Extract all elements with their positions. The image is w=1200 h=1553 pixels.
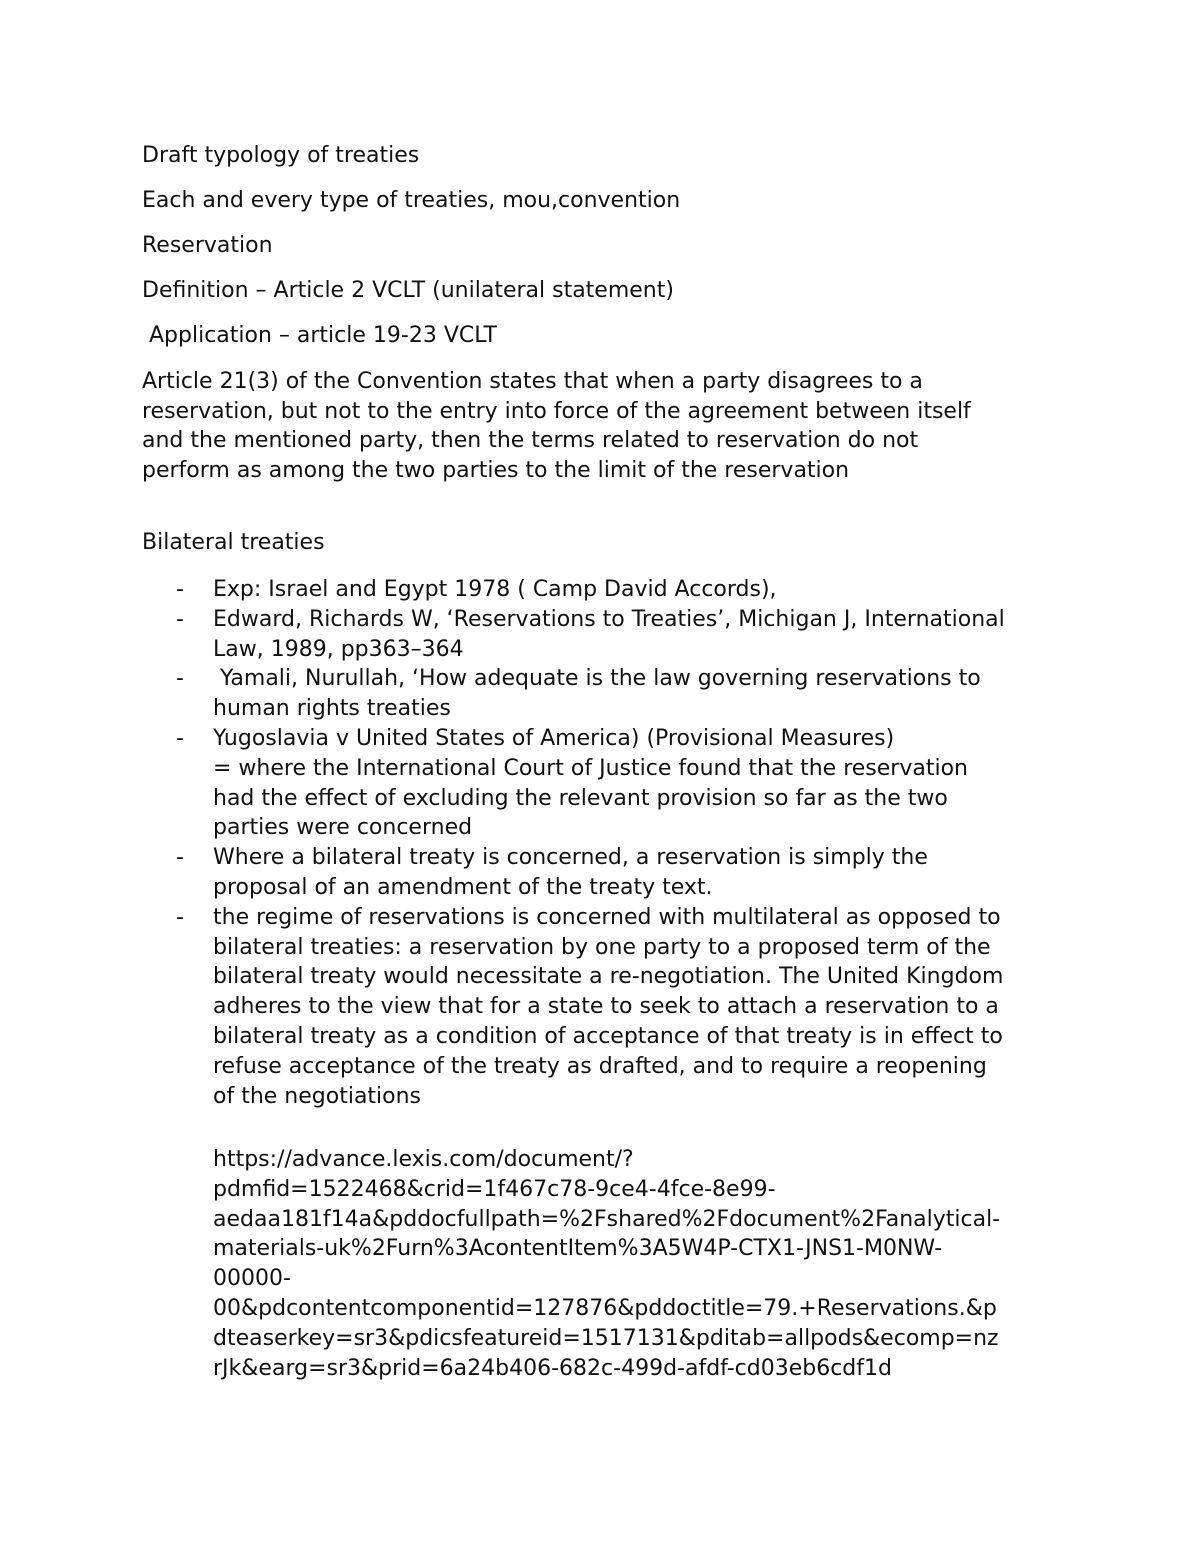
bullet-line: = where the International Court of Justice found that the reservation — [213, 755, 968, 781]
bullet-line: the regime of reservations is concerned with multilateral as opposed to — [213, 904, 1001, 930]
bullet-line: bilateral treaty would necessitate a re-negotiation. The United Kingdom — [213, 964, 1004, 990]
bullet-line: human rights treaties — [213, 696, 451, 722]
bullet-marker: - — [176, 577, 184, 602]
bullet-line: parties were concerned — [213, 815, 473, 841]
bullet-marker: - — [176, 606, 184, 632]
paragraph-line: reservation, but not to the entry into force of the agreement between itself — [142, 398, 971, 424]
list-item — [0, 664, 1200, 724]
source-url[interactable] — [213, 1145, 1000, 1383]
bullet-line: refuse acceptance of the treaty as drafted, and to require a reopening — [213, 1053, 987, 1079]
bullet-line: of the negotiations — [213, 1083, 422, 1109]
list-item — [0, 843, 1200, 903]
section-heading: Bilateral treaties — [142, 530, 325, 555]
paragraph-line: and the mentioned party, then the terms related to reservation do not — [142, 428, 919, 453]
bullet-line: Exp: Israel and Egypt 1978 ( Camp David Accords), — [213, 577, 777, 602]
bullet-line: Where a bilateral treaty is concerned, a reservation is simply the — [213, 845, 928, 871]
list-item — [0, 605, 1200, 665]
bullet-line: bilateral treaties: a reservation by one party to a proposed term of the — [213, 934, 991, 960]
bullet-line: Law, 1989, pp363–364 — [213, 636, 464, 662]
bullet-list — [0, 575, 1200, 1111]
url-line: aedaa181f14a&pddocfullpath=%2Fshared%2Fdocument%2Fanalytical- — [213, 1206, 1001, 1232]
reservation-heading: Reservation — [142, 233, 273, 258]
bullet-marker: - — [176, 904, 184, 930]
paragraph-line: perform as among the two parties to the limit of the reservation — [142, 457, 850, 483]
paragraph-line: Article 21(3) of the Convention states that when a party disagrees to a — [142, 369, 923, 394]
scope-line: Each and every type of treaties, mou,convention — [142, 188, 681, 213]
url-line: 00000- — [213, 1266, 291, 1292]
url-line: dteaserkey=sr3&pdicsfeatureid=1517131&pditab=allpods&ecomp=nz — [213, 1325, 999, 1351]
application-line: Application – article 19-23 VCLT — [142, 323, 497, 348]
bullet-line: had the effect of excluding the relevant provision so far as the two — [213, 785, 948, 811]
document-title: Draft typology of treaties — [142, 143, 420, 168]
bullet-line: bilateral treaty as a condition of acceptance of that treaty is in effect to — [213, 1023, 1003, 1049]
bullet-line: adheres to the view that for a state to seek to attach a reservation to a — [213, 994, 999, 1020]
list-item — [0, 903, 1200, 1112]
list-item — [0, 724, 1200, 843]
bullet-marker: - — [176, 845, 184, 871]
url-line: https://advance.lexis.com/document/? — [213, 1147, 634, 1172]
bullet-line: Yamali, Nurullah, ‘How adequate is the law governing reservations to — [213, 666, 981, 692]
bullet-line: proposal of an amendment of the treaty text. — [213, 874, 713, 900]
list-item — [0, 575, 1200, 605]
bullet-marker: - — [176, 666, 184, 692]
article-paragraph — [142, 367, 1062, 485]
bullet-marker: - — [176, 725, 184, 751]
url-line: rJk&earg=sr3&prid=6a24b406-682c-499d-afdf-cd03eb6cdf1d — [213, 1355, 892, 1381]
url-line: pdmfid=1522468&crid=1f467c78-9ce4-4fce-8e99- — [213, 1176, 776, 1202]
url-line: materials-uk%2Furn%3AcontentItem%3A5W4P-CTX1-JNS1-M0NW- — [213, 1236, 943, 1262]
definition-line: Definition – Article 2 VCLT (unilateral statement) — [142, 278, 674, 303]
bullet-line: Yugoslavia v United States of America) (Provisional Measures) — [213, 725, 895, 751]
url-line: 00&pdcontentcomponentid=127876&pddoctitle=79.+Reservations.&p — [213, 1295, 997, 1321]
bullet-line: Edward, Richards W, ‘Reservations to Treaties’, Michigan J, International — [213, 606, 1005, 632]
